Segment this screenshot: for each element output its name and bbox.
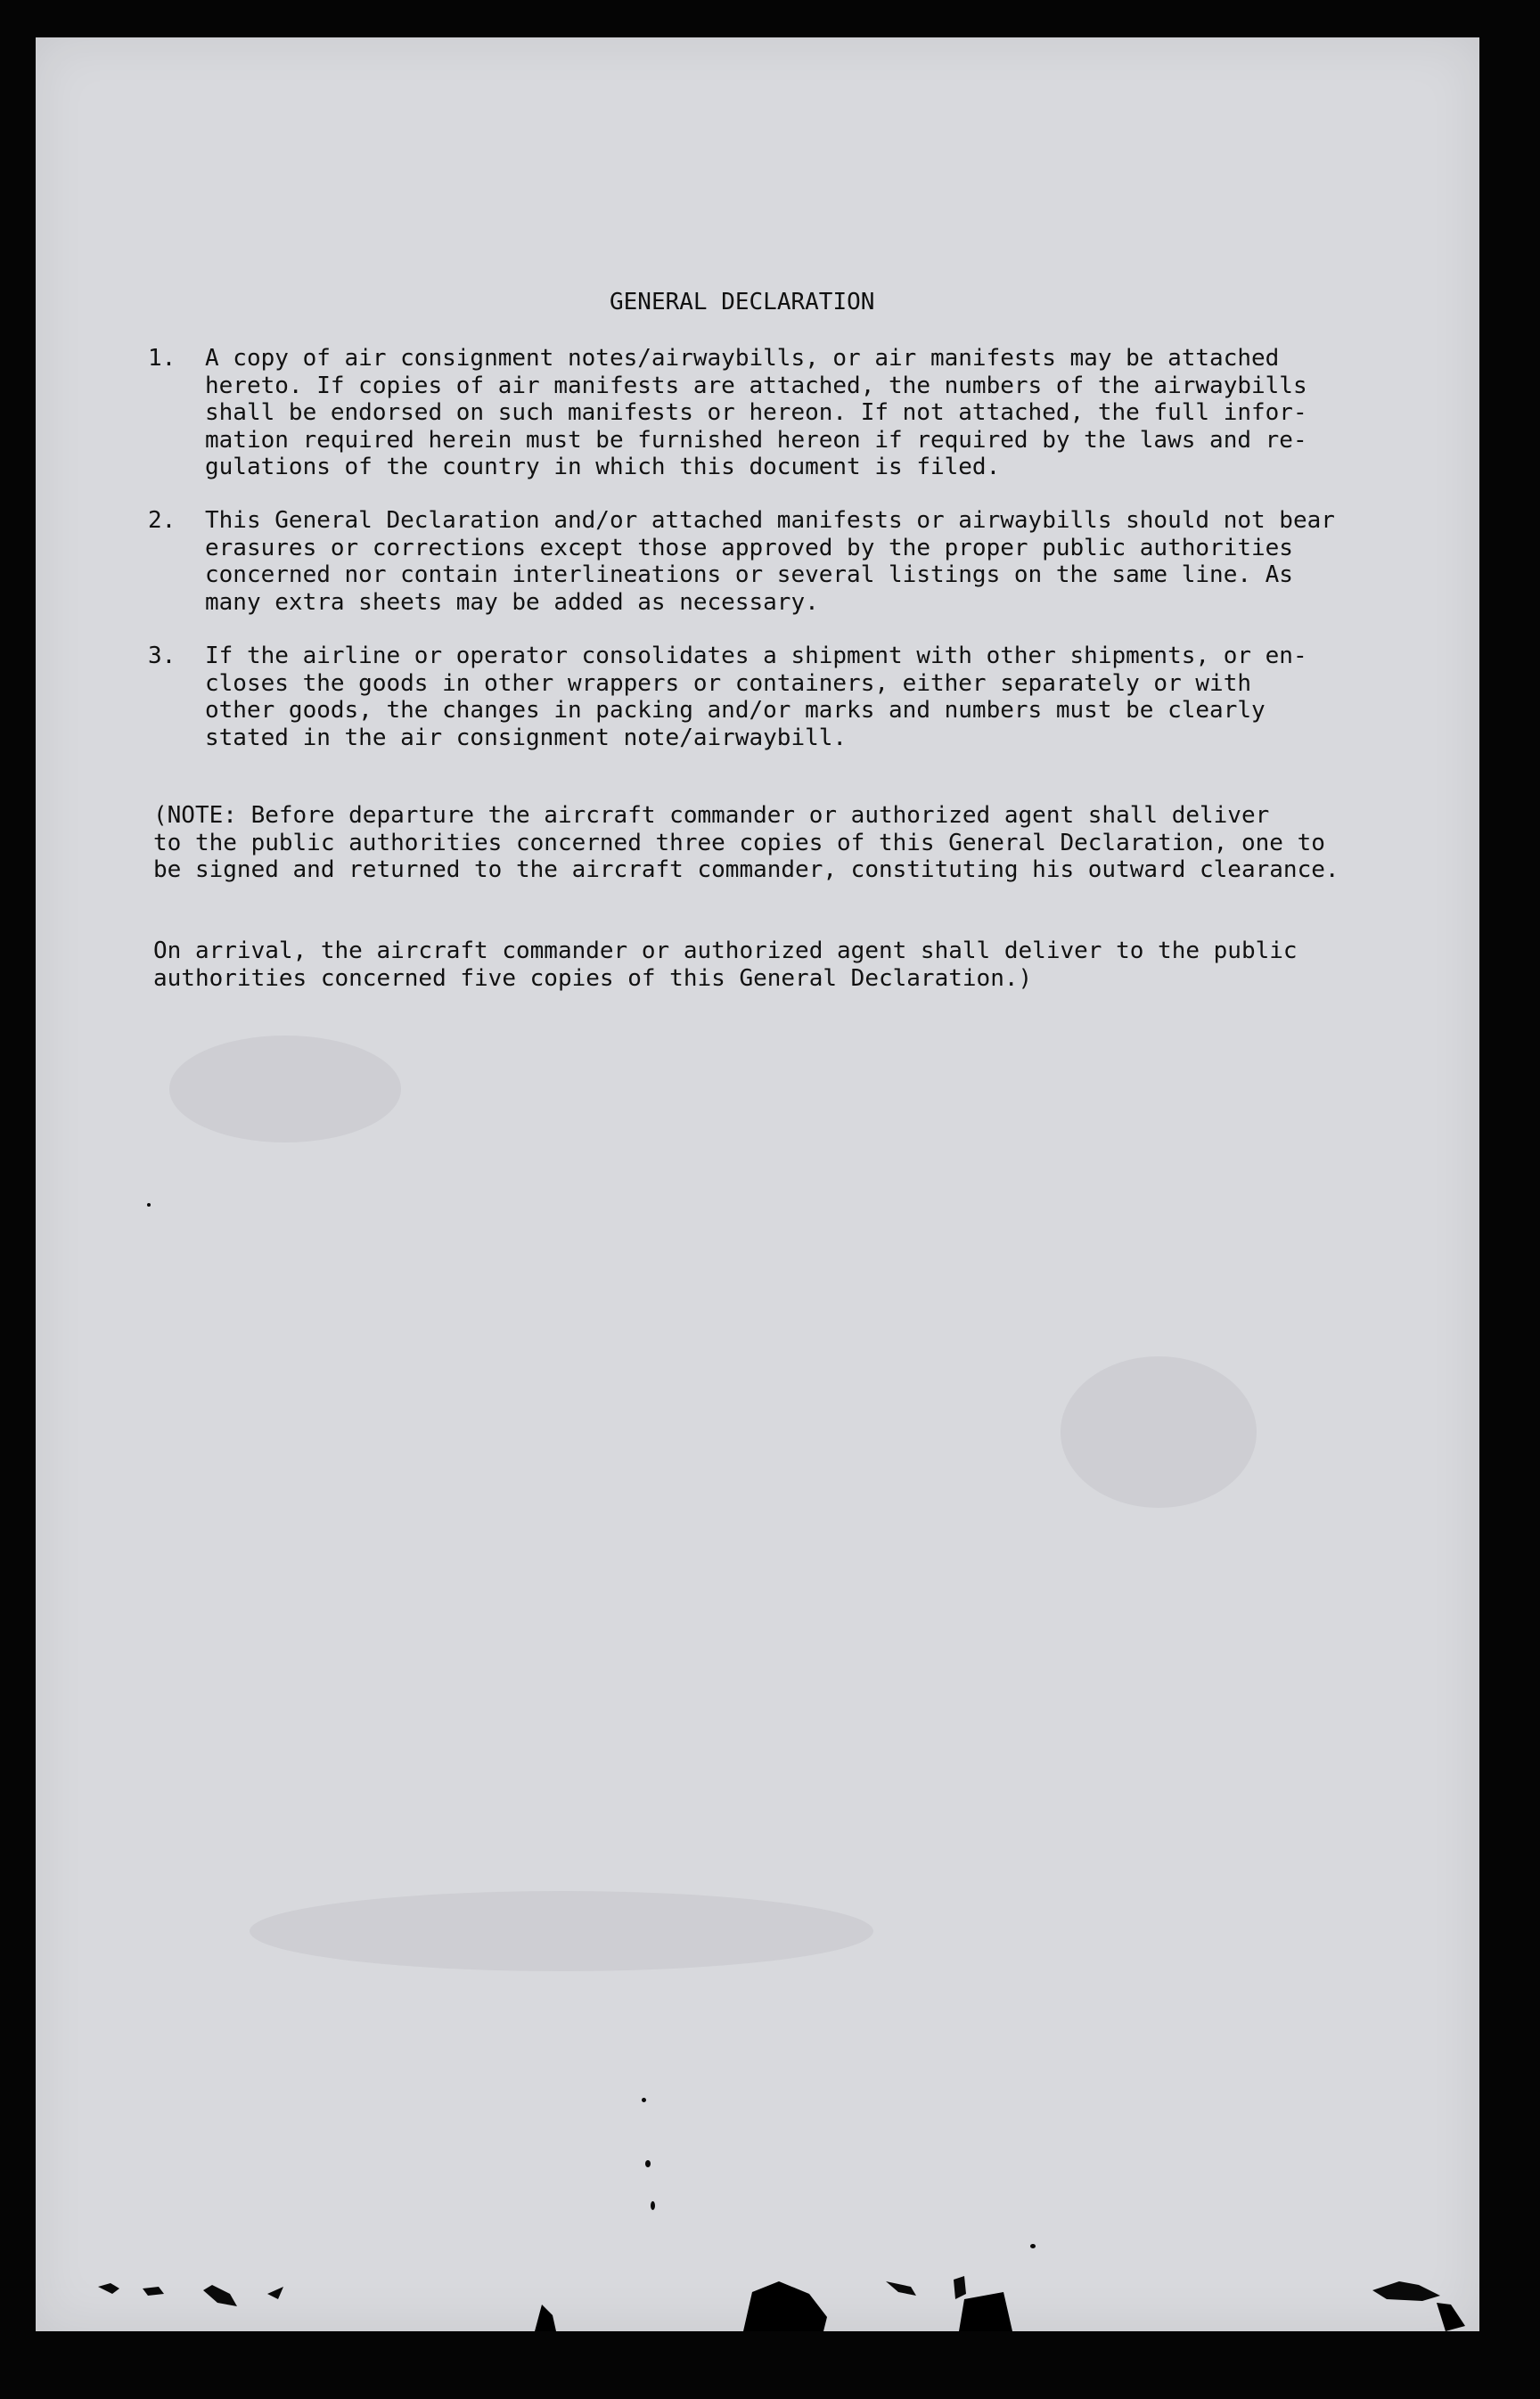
note-line: authorities concerned five copies of this General Declaration.): [153, 964, 1033, 992]
item-3-line: other goods, the changes in packing and/or marks and numbers must be clearly: [205, 697, 1266, 724]
note-line: On arrival, the aircraft commander or authorized agent shall deliver to the public: [153, 937, 1298, 964]
item-2-line: This General Declaration and/or attached manifests or airwaybills should not bear: [205, 507, 1335, 534]
item-2-line: erasures or corrections except those approved by the proper public authorities: [205, 534, 1293, 561]
note-line: to the public authorities concerned three copies of this General Declaration, one to: [153, 829, 1325, 856]
item-number-2: 2.: [148, 507, 176, 534]
item-3-line: stated in the air consignment note/airwaybill.: [205, 724, 848, 751]
item-1-line: shall be endorsed on such manifests or hereon. If not attached, the full infor-: [205, 399, 1307, 426]
item-2-line: many extra sheets may be added as necessary.: [205, 588, 819, 616]
item-3-line: If the airline or operator consolidates a shipment with other shipments, or en-: [205, 643, 1307, 669]
item-1-line: mation required herein must be furnished hereon if required by the laws and re-: [205, 426, 1307, 454]
item-3-line: closes the goods in other wrappers or containers, either separately or with: [205, 669, 1251, 697]
item-1-line: gulations of the country in which this document is filed.: [205, 454, 1001, 480]
note-line: (NOTE: Before departure the aircraft commander or authorized agent shall deliver: [153, 802, 1270, 829]
item-number-3: 3.: [148, 643, 176, 669]
note-line: be signed and returned to the aircraft commander, constituting his outward clearance.: [153, 856, 1339, 883]
item-1-line: A copy of air consignment notes/airwaybills, or air manifests may be attached: [205, 345, 1280, 372]
item-number-1: 1.: [148, 345, 176, 372]
document-title: GENERAL DECLARATION: [610, 289, 875, 315]
item-2-line: concerned nor contain interlineations or several listings on the same line. As: [205, 561, 1293, 588]
item-1-line: hereto. If copies of air manifests are attached, the numbers of the airwaybills: [205, 372, 1307, 399]
